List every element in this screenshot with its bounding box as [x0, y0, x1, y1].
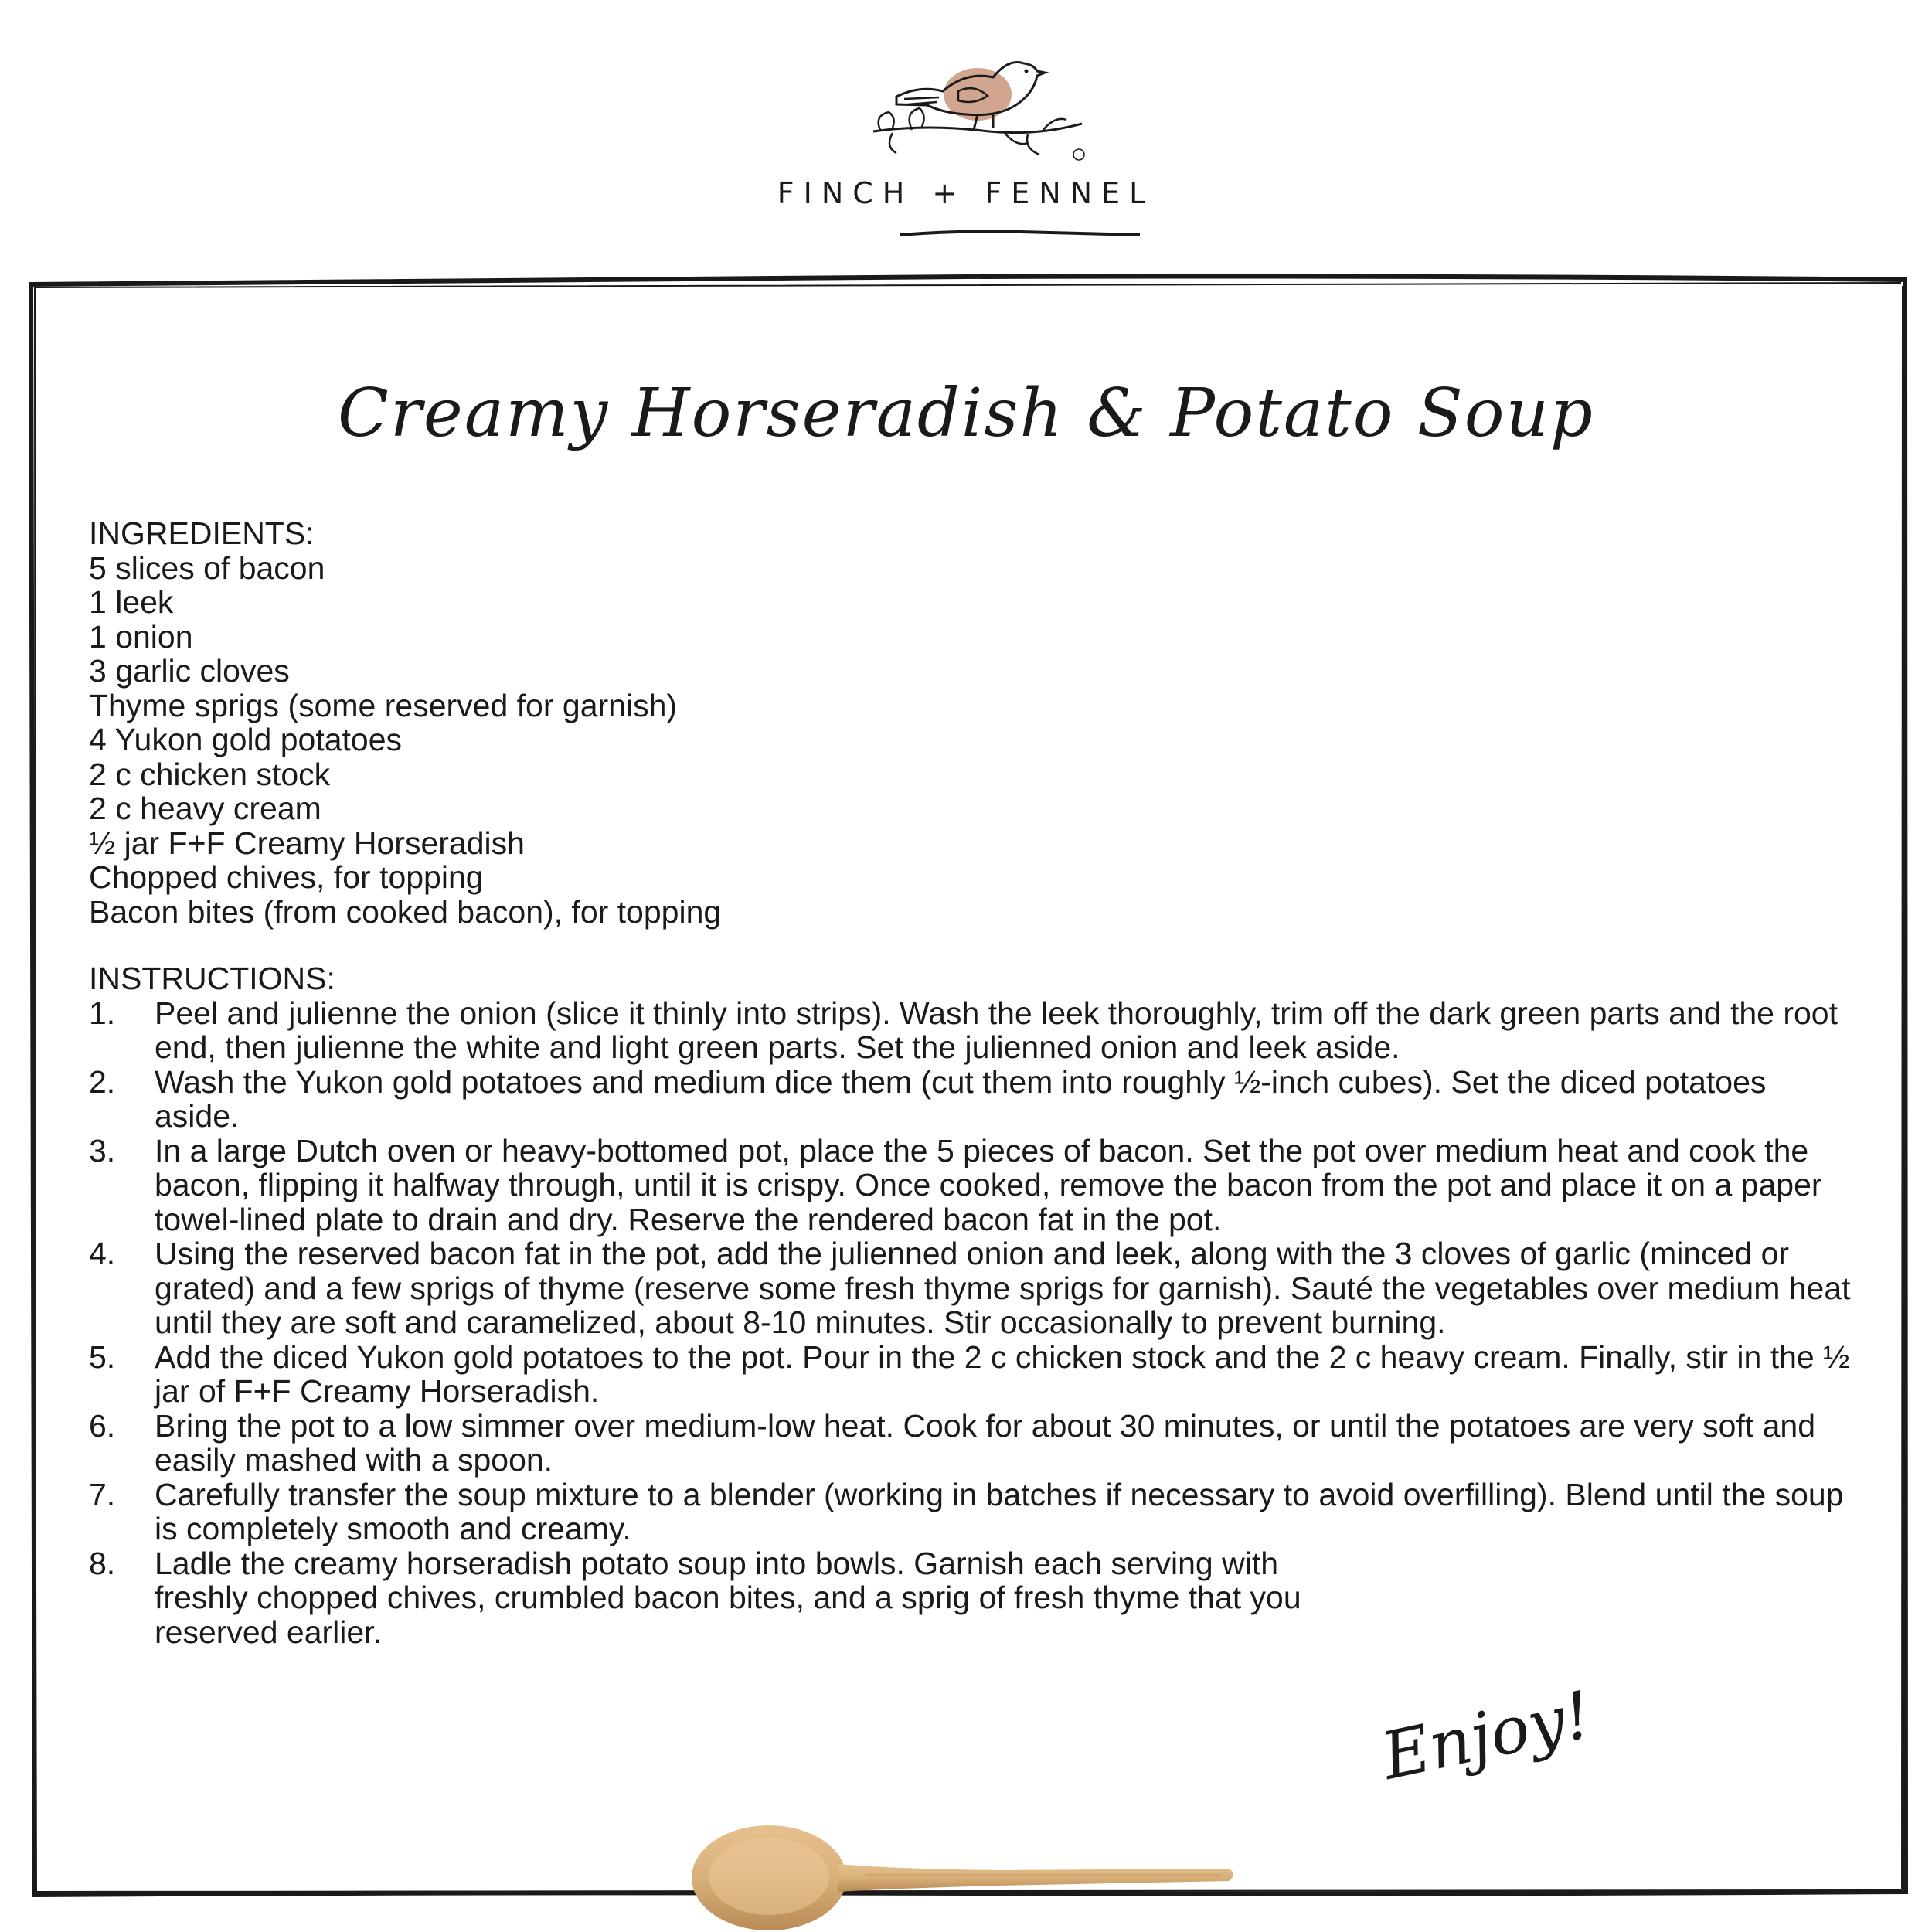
ingredient-item: 1 leek — [89, 584, 174, 620]
step-text: Carefully transfer the soup mixture to a blender (working in batches if necessary to avoid overfilling). Blend until the soup is completely smooth and creamy. — [155, 1476, 1844, 1546]
step-number: 5. — [89, 1338, 116, 1375]
ingredient-item: 2 c heavy cream — [89, 791, 321, 826]
ingredient-item: 5 slices of bacon — [89, 549, 325, 586]
ingredient-item: Bacon bites (from cooked bacon), for topping — [89, 893, 722, 930]
ingredient-item: 1 onion — [89, 618, 193, 655]
step-text: Add the diced Yukon gold potatoes to the pot. Pour in the 2 c chicken stock and the 2 c heavy cream. Finally, stir in the ½ jar of F+F Creamy Horseradish. — [155, 1338, 1850, 1409]
ingredient-item: 4 Yukon gold potatoes — [89, 722, 403, 757]
step-number: 1. — [89, 995, 116, 1031]
instruction-step — [89, 1546, 1859, 1650]
recipe-body — [89, 516, 1859, 1649]
instruction-step — [89, 1478, 1859, 1546]
step-text: Ladle the creamy horseradish potato soup into bowls. Garnish each serving with freshly chopped chives, crumbled bacon bites, and a sprig of fresh thyme that you reserved earlier. — [155, 1545, 1301, 1650]
step-number: 2. — [89, 1063, 116, 1100]
step-number: 8. — [89, 1545, 116, 1581]
brand-name: FINCH + FENNEL — [777, 176, 1155, 210]
recipe-title: Creamy Horseradish & Potato Soup — [338, 375, 1594, 452]
finch-on-branch-icon — [850, 31, 1097, 178]
instructions-list — [89, 996, 1859, 1650]
step-text: In a large Dutch oven or heavy-bottomed pot, place the 5 pieces of bacon. Set the pot over medium heat and cook the bacon, flipping it halfway through, until it is crispy. Once cooked, remove the bacon from the pot and place it on a paper towel-lined plate to drain and dry. Reserve the rendered bacon fat in the pot. — [155, 1132, 1822, 1237]
instruction-step — [89, 1065, 1859, 1134]
instruction-step — [89, 1134, 1859, 1237]
ingredient-item: ½ jar F+F Creamy Horseradish — [89, 825, 525, 861]
wooden-spoon-icon — [688, 1801, 1244, 1932]
step-text: Wash the Yukon gold potatoes and medium dice them (cut them into roughly ½-inch cubes). Set the diced potatoes aside. — [155, 1063, 1767, 1134]
instruction-step — [89, 1236, 1859, 1340]
ingredient-item: 2 c chicken stock — [89, 756, 331, 792]
instructions-heading: INSTRUCTIONS: — [89, 961, 335, 996]
ingredients-heading: INGREDIENTS: — [89, 515, 315, 551]
step-number: 6. — [89, 1407, 116, 1444]
step-number: 7. — [89, 1476, 116, 1512]
step-number: 4. — [89, 1236, 116, 1271]
step-number: 3. — [89, 1132, 116, 1168]
instruction-step — [89, 1409, 1859, 1478]
instruction-step — [89, 996, 1859, 1065]
ingredient-item: Chopped chives, for topping — [89, 859, 484, 895]
ingredient-item: 3 garlic cloves — [89, 653, 290, 689]
instruction-step — [89, 1340, 1859, 1409]
enjoy-signoff: Enjoy! — [1375, 1676, 1598, 1794]
step-text: Bring the pot to a low simmer over medium-low heat. Cook for about 30 minutes, or until the potatoes are very soft and easily mashed with a spoon. — [155, 1407, 1816, 1478]
ingredients-list — [89, 551, 1859, 930]
brand-underline — [896, 226, 1144, 241]
ingredient-item: Thyme sprigs (some reserved for garnish) — [89, 687, 678, 723]
step-text: Peel and julienne the onion (slice it thinly into strips). Wash the leek thoroughly, trim off the dark green parts and the root end, then julienne the white and light green parts. Set the julienned onion and leek aside. — [155, 995, 1838, 1065]
step-text: Using the reserved bacon fat in the pot, add the julienned onion and leek, along with the 3 cloves of garlic (minced or grated) and a few sprigs of thyme (reserve some fresh thyme sprigs for garnish). Sauté the vegetables over medium heat until they are soft and caramelized, about 8-10 minutes. Stir occasionally to prevent burning. — [155, 1236, 1851, 1340]
